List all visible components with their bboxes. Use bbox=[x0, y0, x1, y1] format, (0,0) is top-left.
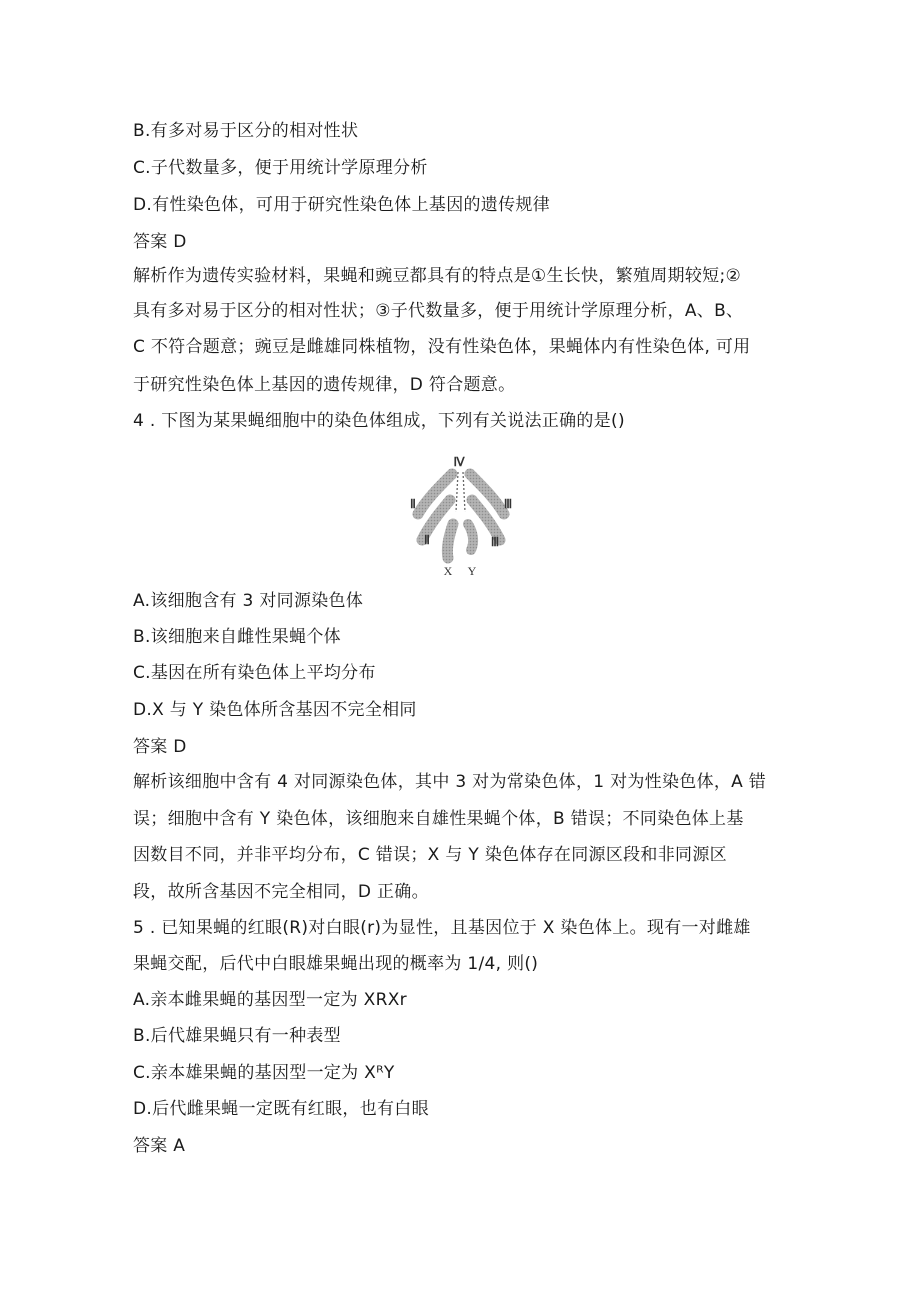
label-y: Y bbox=[467, 564, 477, 578]
label-ii-lower: Ⅱ bbox=[424, 533, 430, 547]
q5-option-d: D.后代雌果蝇一定既有红眼，也有白眼 bbox=[133, 1099, 429, 1119]
chromosome-x bbox=[447, 524, 453, 558]
q4-option-b: B.该细胞来自雌性果蝇个体 bbox=[133, 627, 341, 647]
label-iii-upper: Ⅲ bbox=[503, 497, 513, 511]
q4-answer: 答案 D bbox=[133, 737, 187, 757]
q4-option-a: A.该细胞含有 3 对同源染色体 bbox=[133, 591, 364, 611]
q3-explanation-line: C 不符合题意；豌豆是雌雄同株植物，没有性染色体，果蝇体内有性染色体, 可用 bbox=[133, 337, 751, 357]
q4-explanation-line: 段，故所含基因不完全相同，D 正确。 bbox=[133, 882, 429, 902]
q4-option-c: C.基因在所有染色体上平均分布 bbox=[133, 663, 376, 683]
chromosome-diagram-svg bbox=[400, 450, 522, 580]
label-x: X bbox=[443, 564, 453, 578]
q4-explanation-line: 因数目不同，并非平均分布，C 错误；X 与 Y 染色体存在同源区段和非同源区 bbox=[133, 845, 727, 865]
q5-option-c: C.亲本雄果蝇的基因型一定为 XᴿY bbox=[133, 1063, 395, 1083]
q3-answer: 答案 D bbox=[133, 232, 187, 252]
q3-option-c: C.子代数量多，便于用统计学原理分析 bbox=[133, 158, 428, 178]
q5-option-b: B.后代雄果蝇只有一种表型 bbox=[133, 1026, 341, 1046]
q4-option-d: D.X 与 Y 染色体所含基因不完全相同 bbox=[133, 700, 417, 720]
q3-option-d: D.有性染色体，可用于研究性染色体上基因的遗传规律 bbox=[133, 195, 550, 215]
q3-explanation-line: 于研究性染色体上基因的遗传规律，D 符合题意。 bbox=[133, 375, 516, 395]
label-iii-lower: Ⅲ bbox=[490, 535, 500, 549]
q5-answer: 答案 A bbox=[133, 1136, 186, 1156]
q5-stem: 5 . 已知果蝇的红眼(R)对白眼(r)为显性，且基因位于 X 染色体上。现有一对雌雄 bbox=[133, 918, 751, 938]
q4-explanation-line: 误；细胞中含有 Y 染色体，该细胞来自雄性果蝇个体，B 错误；不同染色体上基 bbox=[133, 809, 744, 829]
chromosome-y bbox=[468, 524, 473, 550]
q3-explanation-line: 具有多对易于区分的相对性状；③子代数量多，便于用统计学原理分析，A、B、 bbox=[133, 301, 744, 321]
chromosome-diagram bbox=[400, 450, 522, 580]
q3-option-b: B.有多对易于区分的相对性状 bbox=[133, 121, 359, 141]
q4-explanation-line: 解析该细胞中含有 4 对同源染色体，其中 3 对为常染色体，1 对为性染色体，A 错 bbox=[133, 772, 767, 792]
q5-stem: 果蝇交配，后代中白眼雄果蝇出现的概率为 1/4, 则() bbox=[133, 954, 539, 974]
label-iv: Ⅳ bbox=[453, 455, 465, 469]
chromosome-iv bbox=[456, 472, 458, 512]
q4-stem: 4 . 下图为某果蝇细胞中的染色体组成，下列有关说法正确的是() bbox=[133, 411, 625, 431]
label-ii-upper: Ⅱ bbox=[410, 497, 416, 511]
q3-explanation-line: 解析作为遗传实验材料，果蝇和豌豆都具有的特点是①生长快，繁殖周期较短;② bbox=[133, 266, 742, 286]
chromosome-iv bbox=[463, 472, 465, 512]
q5-option-a: A.亲本雌果蝇的基因型一定为 XRXr bbox=[133, 990, 407, 1010]
